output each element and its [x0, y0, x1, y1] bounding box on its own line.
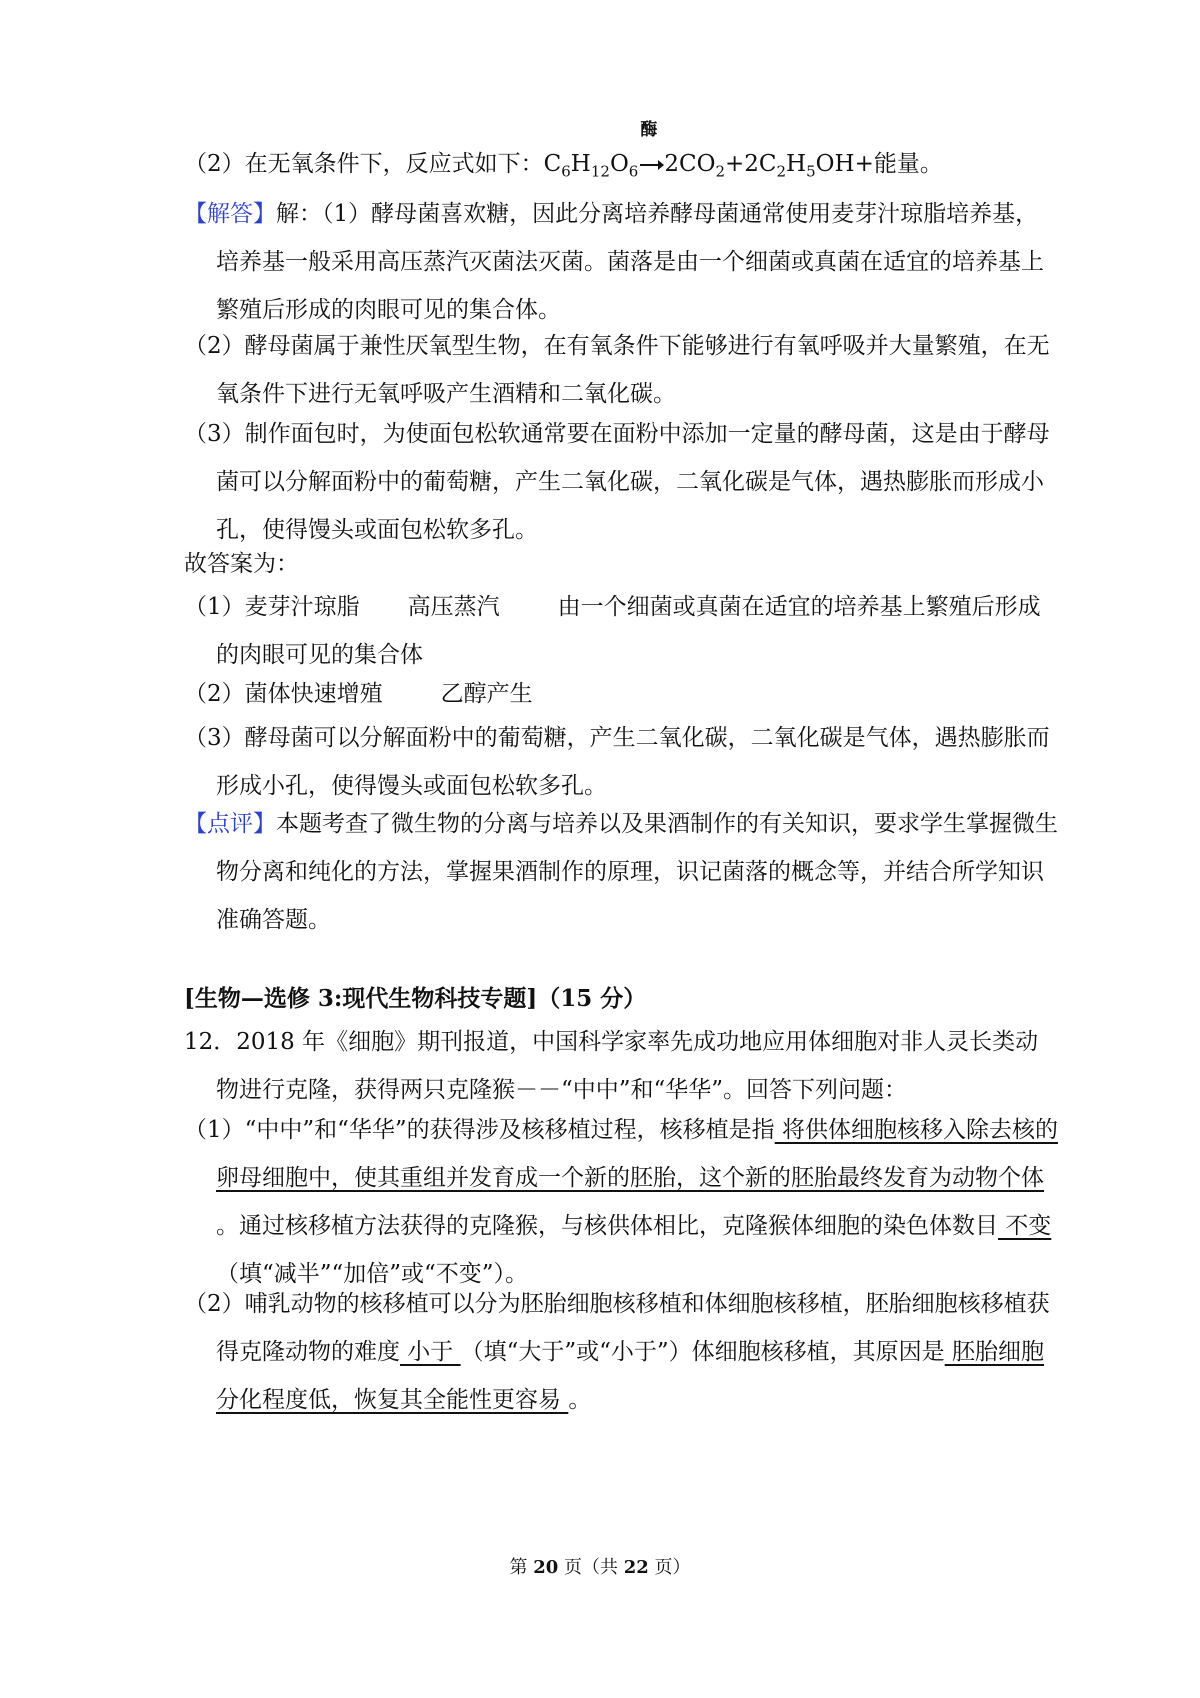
answer-part1: [184, 190, 1058, 334]
question-12-stem: [184, 1018, 1058, 1114]
subscript: 6: [628, 162, 639, 181]
answer-blank: 不变: [998, 1213, 1052, 1239]
equation-text: H: [786, 151, 807, 177]
equation-text: H: [570, 151, 591, 177]
answer-blank: 小于: [400, 1339, 461, 1365]
footer-text: 页）: [648, 1557, 691, 1578]
answer-text-1: 解：（1）酵母菌喜欢糖，因此分离培养酵母菌通常使用麦芽汁琼脂培养基，培养基一般采用高压蒸汽灭菌法灭菌。菌落是由一个细菌或真菌在适宜的培养基上繁殖后形成的肉眼可见的集合体。: [216, 201, 1044, 323]
result-1c: 由一个细菌或真菌在适宜的培养基上繁殖后形成的肉眼可见的集合体: [216, 594, 1041, 668]
equation-text: O: [609, 151, 629, 177]
sub2-text-c: 。: [568, 1387, 592, 1413]
sub1-text-c: （填“减半”“加倍”或“不变”）。: [216, 1261, 529, 1287]
subscript: 6: [561, 162, 571, 181]
equation-suffix: OH+能量。: [815, 151, 943, 177]
comment-tag: 【点评】: [184, 811, 276, 837]
answer-blank: 胚胎细胞分化程度低，恢复其全能性更容易: [216, 1339, 1044, 1413]
result-1: [184, 583, 1058, 679]
answer-part3: [184, 410, 1058, 554]
question-12-sub2: [184, 1280, 1058, 1424]
answer-text-3: （3）制作面包时，为使面包松软通常要在面粉中添加一定量的酵母菌，这是由于酵母菌可以分解面粉中的葡萄糖，产生二氧化碳，二氧化碳是气体，遇热膨胀而形成小孔，使得馒头或面包松软多孔。: [184, 421, 1050, 543]
footer-text: 页（共: [558, 1557, 624, 1578]
subscript: 5: [806, 162, 816, 181]
result-2a: （2）菌体快速增殖: [184, 681, 383, 707]
question-12-sub1: [184, 1106, 1058, 1298]
arrow-icon: [640, 164, 662, 166]
page-total: 22: [623, 1557, 649, 1578]
equation-prefix: （2）在无氧条件下，反应式如下：C: [184, 151, 562, 177]
sub1-text-b: 。通过核移植方法获得的克隆猴，与核供体相比，克隆猴体细胞的染色体数目: [216, 1213, 998, 1239]
page-footer: [0, 1555, 1200, 1581]
enzyme-arrow: [640, 120, 662, 188]
reaction-equation: [184, 120, 1026, 188]
result-1a: （1）麦芽汁琼脂: [184, 594, 360, 620]
sub2-text-a: （2）哺乳动物的核移植可以分为胚胎细胞核移植和体细胞核移植，胚胎细胞核移植获得克隆动物的难度: [184, 1291, 1050, 1365]
sub2-text-b: （填“大于”或“小于”）体细胞核移植，其原因是: [460, 1339, 945, 1365]
answer-tag: 【解答】: [184, 201, 276, 227]
sub1-text-a: （1）“中中”和“华华”的获得涉及核移植过程，核移植是指: [184, 1117, 775, 1143]
result-label: [184, 540, 1026, 588]
result-2: [184, 670, 1058, 718]
footer-text: 第: [509, 1557, 534, 1578]
section-title-text: [生物—选修 3:现代生物科技专题]（15 分）: [184, 985, 647, 1012]
enzyme-label: 酶: [640, 120, 658, 140]
equation-text: +2C: [724, 151, 777, 177]
result-2b: 乙醇产生: [440, 681, 533, 707]
result-1b: 高压蒸汽: [407, 594, 500, 620]
subscript: 2: [715, 162, 725, 181]
subscript: 12: [590, 162, 610, 181]
equation-text: 2CO: [664, 151, 716, 177]
page-number: 20: [533, 1557, 559, 1578]
question-12-text: 12．2018 年《细胞》期刊报道，中国科学家率先成功地应用体细胞对非人灵长类动物进行克隆，获得两只克隆猴－－“中中”和“华华”。回答下列问题：: [184, 1029, 1039, 1103]
answer-blank: 将供体细胞核移入除去核的卵母细胞中，使其重组并发育成一个新的胚胎，这个新的胚胎最终发育为动物个体: [216, 1117, 1058, 1191]
comment: [184, 800, 1058, 944]
answer-text-2: （2）酵母菌属于兼性厌氧型生物，在有氧条件下能够进行有氧呼吸并大量繁殖，在无氧条件下进行无氧呼吸产生酒精和二氧化碳。: [184, 333, 1050, 407]
comment-text: 本题考查了微生物的分离与培养以及果酒制作的有关知识，要求学生掌握微生物分离和纯化的方法，掌握果酒制作的原理，识记菌落的概念等，并结合所学知识准确答题。: [216, 811, 1058, 933]
result-label-text: 故答案为：: [184, 551, 299, 577]
result-3: [184, 714, 1058, 810]
subscript: 2: [776, 162, 787, 181]
answer-part2: [184, 322, 1058, 418]
section-title: [184, 975, 1026, 1023]
result-3-text: （3）酵母菌可以分解面粉中的葡萄糖，产生二氧化碳，二氧化碳是气体，遇热膨胀而形成小孔，使得馒头或面包松软多孔。: [184, 725, 1050, 799]
